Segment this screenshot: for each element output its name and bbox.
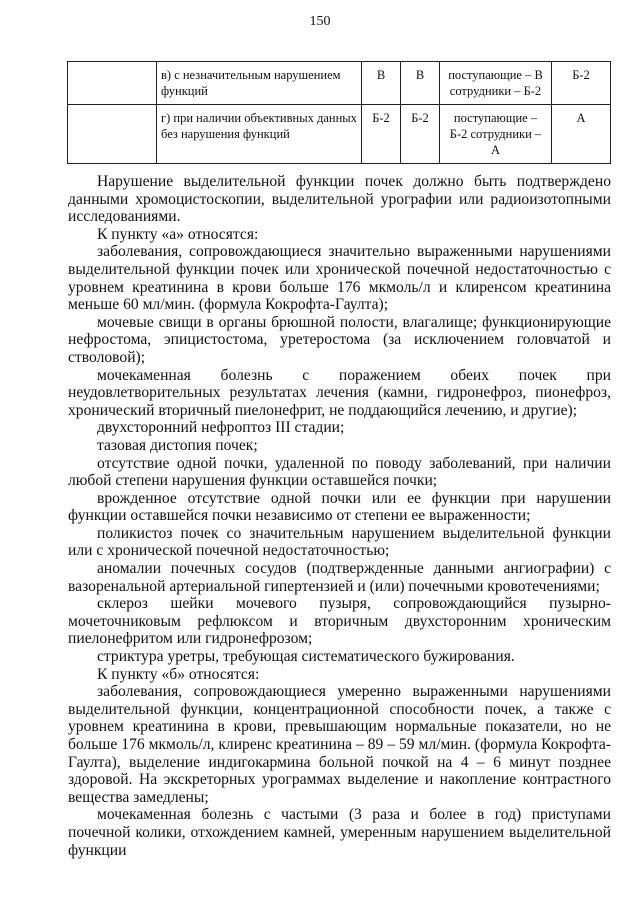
table-cell-condition: в) с незначительным нарушением функций (157, 62, 362, 105)
paragraph: заболевания, сопровождающиеся значительно выраженными нарушениями выделительной функции почек или хронической почечной недостаточностью с уровнем креатинина в крови больше 176 мкмоль/л и клиренсом креатинина меньше 60 мл/мин. (формула Кокрофта-Гаулта); (68, 243, 611, 314)
table-cell-category: В (401, 62, 440, 105)
table-cell-category: В (362, 62, 401, 105)
table-row (68, 105, 611, 164)
paragraph: мочевые свищи в органы брюшной полости, влагалище; функционирующие нефростома, эпицистостома, уретеростома (за исключением головчатой и стволовой); (68, 313, 611, 366)
paragraph: отсутствие одной почки, удаленной по поводу заболеваний, при наличии любой степени нарушения функции оставшейся почки; (68, 454, 611, 490)
table-cell (68, 62, 157, 105)
table-cell-category: поступающие – Б-2 сотрудники – А (440, 105, 552, 164)
paragraph: заболевания, сопровождающиеся умеренно выраженными нарушениями выделительной функции, концентрационной способности почек, а также с уровнем креатинина в крови, превышающим нормальные показатели, но не больше 176 мкмоль/л, клиренс креатинина – 89 – 59 мл/мин. (формула Кокрофта-Гаулта), выделение индигокармина больной почкой на 4 – 6 минут позднее здоровой. На экскреторных урограммах выделение и накопление контрастного вещества замедлены; (68, 683, 611, 806)
document-body (68, 173, 611, 859)
table-cell-category: Б-2 (362, 105, 401, 164)
table-cell-condition: г) при наличии объективных данных без нарушения функций (157, 105, 362, 164)
table-cell-category: поступающие – В сотрудники – Б-2 (440, 62, 552, 105)
paragraph: мочекаменная болезнь с частыми (3 раза и более в год) приступами почечной колики, отхождением камней, умеренным нарушением выделительной функции (68, 806, 611, 859)
table-cell-category: Б-2 (401, 105, 440, 164)
paragraph: поликистоз почек со значительным нарушением выделительной функции или с хронической почечной недостаточностью; (68, 524, 611, 560)
table-cell-category: Б-2 (552, 62, 611, 105)
paragraph: тазовая дистопия почек; (97, 436, 258, 454)
paragraph: мочекаменная болезнь с поражением обеих почек при неудовлетворительных результатах лечения (камни, гидронефроз, пионефроз, хронический вторичный пиелонефрит, не поддающийся лечению, и другие); (68, 366, 611, 419)
paragraph: стриктура уретры, требующая систематического бужирования. (97, 648, 515, 666)
paragraph: Нарушение выделительной функции почек должно быть подтверждено данными хромоцистоскопии, выделительной урографии или радиоизотопными исследованиями. (68, 173, 611, 226)
paragraph: К пункту «а» относятся: (97, 225, 259, 243)
paragraph: склероз шейки мочевого пузыря, сопровождающийся пузырно-мочеточниковым рефлюксом и вторичным двухсторонним хроническим пиелонефритом или гидронефрозом; (68, 595, 611, 648)
classification-table (67, 61, 611, 164)
paragraph: врожденное отсутствие одной почки или ее функции при нарушении функции оставшейся почки независимо от степени ее выраженности; (68, 489, 611, 525)
table-cell-category: А (552, 105, 611, 164)
table-row (68, 62, 611, 105)
page-number: 150 (309, 14, 331, 29)
paragraph: двухсторонний нефроптоз III стадии; (97, 419, 345, 437)
table-cell (68, 105, 157, 164)
paragraph: аномалии почечных сосудов (подтвержденные данными ангиографии) с вазоренальной артериальной гипертензией и (или) почечными кровотечениями; (68, 560, 611, 595)
paragraph: К пункту «б» относятся: (97, 665, 260, 683)
